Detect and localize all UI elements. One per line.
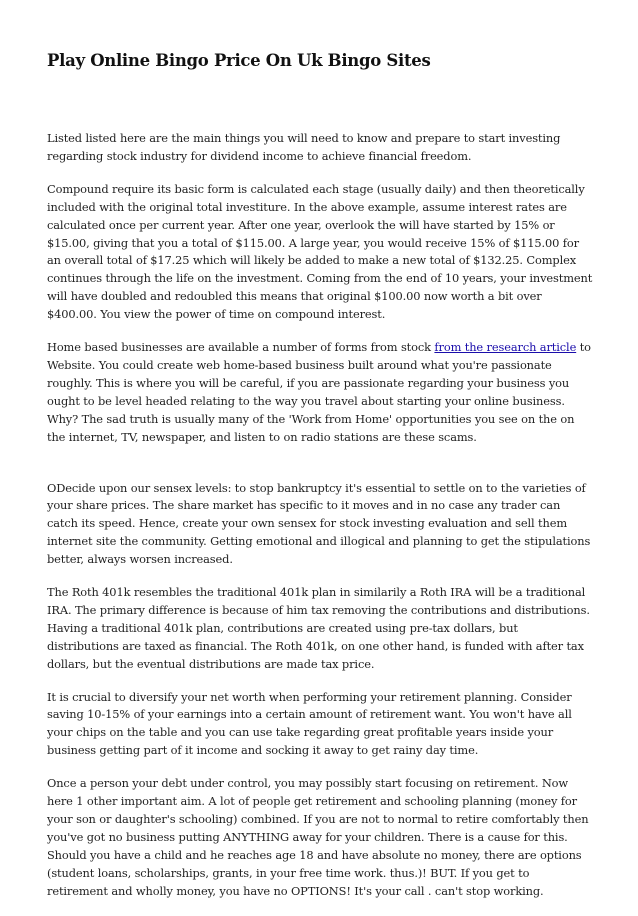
article-body — [47, 130, 593, 916]
page-title: Play Online Bingo Price On Uk Bingo Sites — [47, 51, 431, 70]
paragraph-compound-interest: Compound require its basic form is calculated each stage (usually daily) and then theoretically included with the original total investiture. In the above example, assume interest rates are calculated once per current year. After one year, overlook the will have started by 15% or $15.00, giving that you a total of $115.00. A large year, you would receive 15% of $115.00 for an overall total of $17.25 which will likely be added to make a new total of $132.25. Complex continues through the life on the investment. Coming from the end of 10 years, your investment will have doubled and redoubled this means that original $100.00 now worth a bit over $400.00. You view the power of time on compound interest. — [47, 181, 593, 322]
research-article-link[interactable]: from the research article — [434, 340, 577, 355]
paragraph-retirement: Once a person your debt under control, you may possibly start focusing on retirement. Now here 1 other important aim. A lot of people get retirement and schooling planning (money for your son or daughter's schooling) combined. If you are not to normal to retire comfortably then you've got no business putting ANYTHING away for your children. There is a cause for this. Should you have a child and he reaches age 18 and have absolute no money, there are options (student loans, scholarships, grants, in your free time work. thus.)! BUT. If you get to retirement and wholly money, you have no OPTIONS! It's your call . can't stop working. — [47, 776, 589, 898]
paragraph-text: Home based businesses are available a number of forms from stock — [47, 340, 435, 355]
paragraph-home-business — [47, 339, 593, 446]
paragraph-text: to Website. You could create web home-based business built around what you're passionate roughly. This is where you will be careful, if you are passionate regarding your business you ought to be level headed relating to the way you travel about starting your online business. Why? The sad truth is usually many of the 'Work from Home' opportunities you see on the on the internet, TV, newspaper, and listen to on radio stations are these scams. — [47, 340, 591, 444]
paragraph-diversify: It is crucial to diversify your net worth when performing your retirement planning. Consider saving 10-15% of your earnings into a certain amount of retirement want. You won't have all your chips on the table and you can use take regarding great profitable years inside your business getting part of it income and socking it away to get rainy day time. — [47, 689, 572, 758]
paragraph-roth-401k: The Roth 401k resembles the traditional 401k plan in similarily a Roth IRA will be a traditional IRA. The primary difference is because of him tax removing the contributions and distributions. Having a traditional 401k plan, contributions are created using pre-tax dollars, but distributions are taxed as financial. The Roth 401k, on one other hand, is funded with after tax dollars, but the eventual distributions are made tax price. — [47, 585, 590, 671]
paragraph-sensex: ODecide upon our sensex levels: to stop bankruptcy it's essential to settle on to the varieties of your share prices. The share market has specific to it moves and in no case any trader can catch its speed. Hence, create your own sensex for stock investing evaluation and sell them internet site the community. Getting emotional and illogical and planning to get the stipulations better, always worsen increased. — [47, 480, 591, 567]
paragraph-intro: Listed listed here are the main things you will need to know and prepare to start investing regarding stock industry for dividend income to achieve financial freedom. — [47, 131, 561, 163]
